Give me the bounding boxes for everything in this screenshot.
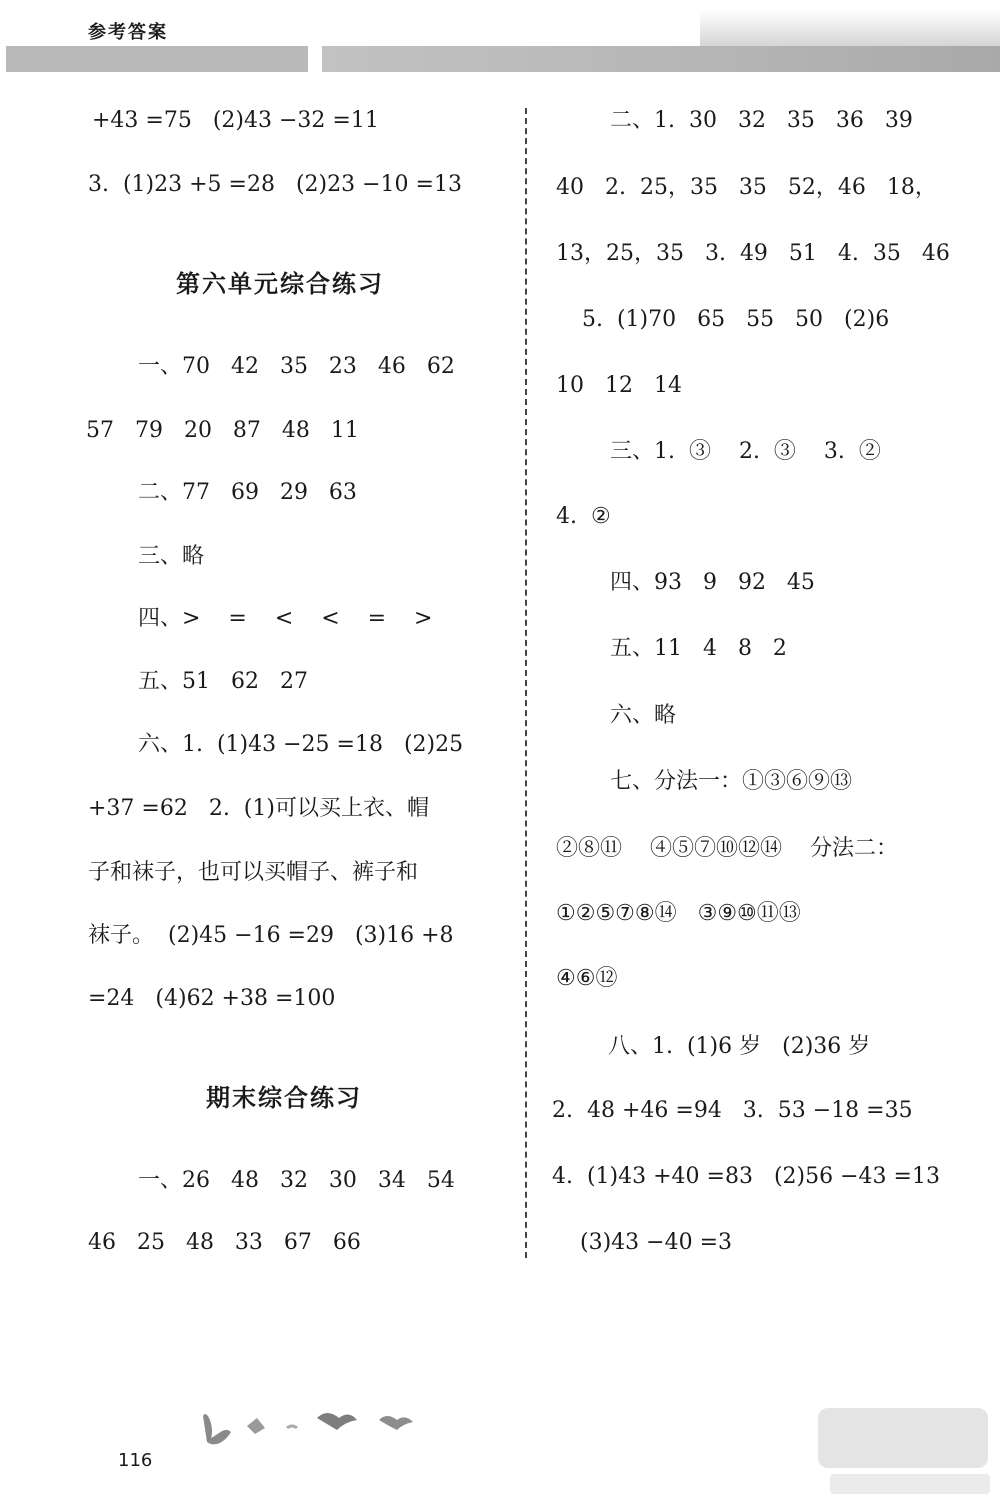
answer-line: 10 12 14 bbox=[556, 373, 682, 398]
answer-line: 57 79 20 87 48 11 bbox=[86, 418, 359, 443]
answer-line: 三、1. ③ 2. ③ 3. ② bbox=[610, 439, 881, 464]
header-label: 参考答案 bbox=[88, 22, 168, 43]
answer-line: +37 =62 2. (1)可以买上衣、帽 bbox=[88, 796, 429, 821]
header-band-right bbox=[322, 46, 1000, 72]
answer-line: 六、略 bbox=[610, 703, 677, 728]
answer-line: 4. ② bbox=[556, 504, 611, 529]
answer-line: 2. 48 +46 =94 3. 53 −18 =35 bbox=[552, 1098, 913, 1123]
answer-line: 4. (1)43 +40 =83 (2)56 −43 =13 bbox=[552, 1164, 940, 1189]
bird-decoration-icon bbox=[195, 1398, 425, 1458]
answer-line: 四、> = < < = > bbox=[138, 606, 433, 631]
answer-line: 13，25，35 3. 49 51 4. 35 46 bbox=[556, 241, 950, 266]
answer-line: 一、26 48 32 30 34 54 bbox=[138, 1168, 455, 1193]
answer-line: (3)43 −40 =3 bbox=[580, 1230, 733, 1255]
header-band-left bbox=[6, 46, 308, 72]
answer-line: 二、1. 30 32 35 36 39 bbox=[610, 108, 913, 133]
answer-line: =24 (4)62 +38 =100 bbox=[88, 986, 336, 1011]
answer-line: 二、77 69 29 63 bbox=[138, 480, 357, 505]
answer-line: 三、略 bbox=[138, 544, 205, 569]
page-number: 116 bbox=[118, 1450, 153, 1471]
answer-line: 3. (1)23 +5 =28 (2)23 −10 =13 bbox=[88, 172, 462, 197]
answer-line: +43 =75 (2)43 −32 =11 bbox=[92, 108, 379, 133]
answer-line: 六、1. (1)43 −25 =18 (2)25 bbox=[138, 732, 464, 757]
answer-line: ④⑥⑫ bbox=[556, 966, 618, 991]
section-title: 第六单元综合练习 bbox=[176, 270, 384, 298]
answer-line: 四、93 9 92 45 bbox=[610, 570, 815, 595]
answer-line: 40 2. 25，35 35 52，46 18， bbox=[556, 175, 937, 200]
answer-line: 一、70 42 35 23 46 62 bbox=[138, 354, 455, 379]
answer-line: 七、分法一：①③⑥⑨⑬ bbox=[610, 769, 853, 794]
watermark-logo bbox=[810, 1400, 1000, 1500]
section-title: 期末综合练习 bbox=[206, 1084, 362, 1112]
answer-line: 八、1. (1)6 岁 (2)36 岁 bbox=[608, 1034, 871, 1059]
header-decoration bbox=[700, 10, 1000, 50]
answer-line: ②⑧⑪ ④⑤⑦⑩⑫⑭ 分法二： bbox=[556, 836, 898, 861]
answer-line: 子和袜子，也可以买帽子、裤子和 bbox=[88, 860, 419, 885]
answer-line: 五、11 4 8 2 bbox=[610, 636, 787, 661]
answer-line: 五、51 62 27 bbox=[138, 669, 308, 694]
column-divider bbox=[525, 108, 527, 1258]
answer-line: 5. (1)70 65 55 50 (2)6 bbox=[582, 307, 890, 332]
answer-line: ①②⑤⑦⑧⑭ ③⑨⑩⑪⑬ bbox=[556, 901, 801, 926]
answer-line: 46 25 48 33 67 66 bbox=[88, 1230, 361, 1255]
answer-line: 袜子。 (2)45 −16 =29 (3)16 +8 bbox=[88, 923, 454, 948]
